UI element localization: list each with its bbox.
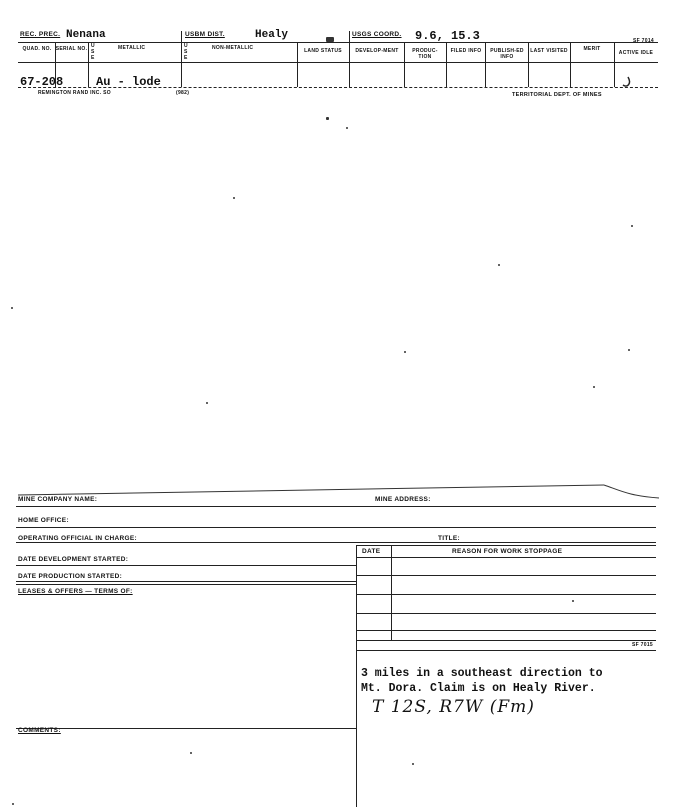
usgs-coord-value: 9.6, 15.3 xyxy=(415,29,480,43)
rule-table-row4 xyxy=(356,630,656,631)
divider-5 xyxy=(297,42,298,87)
non-metallic-label: NON-METALLIC xyxy=(212,45,254,51)
rule-company xyxy=(16,506,656,507)
rule-comments xyxy=(16,728,356,729)
scan-speck xyxy=(593,386,595,388)
date-col-divider xyxy=(391,545,392,640)
usgs-coord-label: USGS COORD. xyxy=(352,31,402,38)
usbm-dist-label: USBM DIST. xyxy=(185,31,225,38)
scan-speck xyxy=(404,351,406,353)
rule-prod-1 xyxy=(16,581,356,582)
rule-table-bottom xyxy=(356,640,656,641)
scan-speck xyxy=(11,307,13,309)
divider-4 xyxy=(88,42,89,87)
rec-prec-label: REC. PREC. xyxy=(20,31,61,38)
divider-6 xyxy=(404,42,405,87)
production-started-label: DATE PRODUCTION STARTED: xyxy=(18,573,123,580)
header-mid-rule xyxy=(18,62,658,63)
scan-speck xyxy=(190,752,192,754)
header-top-rule xyxy=(18,42,658,43)
rule-prod-2 xyxy=(16,584,356,585)
land-status-label: LAND STATUS xyxy=(304,48,342,54)
active-idle-label: ACTIVE IDLE xyxy=(618,50,654,56)
divider-11 xyxy=(614,42,615,87)
divider-1 xyxy=(181,31,182,87)
form-number-top: SF 7014 xyxy=(633,38,655,44)
divider-8 xyxy=(485,42,486,87)
scan-speck xyxy=(233,197,235,199)
scan-speck xyxy=(572,600,574,602)
scan-speck xyxy=(498,264,500,266)
location-description-line-2: Mt. Dora. Claim is on Healy River. xyxy=(361,682,596,695)
center-divider xyxy=(356,545,357,807)
use-label-metallic: U S E xyxy=(91,43,95,61)
merit-label: MERIT xyxy=(583,46,601,52)
form-top-edge xyxy=(14,480,664,502)
published-info-label: PUBLISH-ED INFO xyxy=(490,48,524,60)
comments-label: COMMENTS: xyxy=(18,727,61,734)
scan-speck xyxy=(631,225,633,227)
record-number: 67-208 xyxy=(20,75,64,89)
scan-speck xyxy=(206,402,208,404)
location-description-line-1: 3 miles in a southeast direction to xyxy=(361,667,603,680)
scan-speck xyxy=(346,127,348,129)
rule-dev xyxy=(16,565,356,566)
mine-company-label: MINE COMPANY NAME: xyxy=(18,496,98,503)
form-number-bottom: SF 7015 xyxy=(632,642,654,648)
divider-2 xyxy=(349,31,350,87)
metallic-label: METALLIC xyxy=(118,45,146,51)
date-column-label: DATE xyxy=(362,548,381,555)
filed-info-label: FILED INFO xyxy=(450,48,482,54)
development-started-label: DATE DEVELOPMENT STARTED: xyxy=(18,556,129,563)
production-label: PRODUC-TION xyxy=(412,48,438,60)
divider-7 xyxy=(446,42,447,87)
department-label: TERRITORIAL DEPT. OF MINES xyxy=(512,92,602,98)
rule-table-row2 xyxy=(356,594,656,595)
usbm-dist-value: Healy xyxy=(255,29,289,41)
rule-official xyxy=(16,542,656,543)
use-label-nonmetallic: U S E xyxy=(184,43,188,61)
scan-speck xyxy=(326,117,329,120)
rule-table-row3 xyxy=(356,613,656,614)
rule-table-row1 xyxy=(356,575,656,576)
leases-offers-label: LEASES & OFFERS — TERMS OF: xyxy=(18,588,133,595)
divider-9 xyxy=(528,42,529,87)
metallic-value: Au - lode xyxy=(96,75,161,89)
development-label: DEVELOP-MENT xyxy=(355,48,399,54)
serial-no-label: SERIAL NO. xyxy=(55,46,88,52)
printer-code: (982) xyxy=(176,90,190,96)
check-mark-icon xyxy=(620,75,634,89)
last-visited-label: LAST VISITED xyxy=(530,48,568,54)
scan-speck xyxy=(412,763,414,765)
rec-prec-value: Nenana xyxy=(66,29,106,41)
quad-no-label: QUAD. NO. xyxy=(22,46,52,52)
title-label: TITLE: xyxy=(438,535,461,542)
rule-table-head xyxy=(356,557,656,558)
scan-speck xyxy=(326,37,334,42)
scan-speck xyxy=(12,803,14,805)
reason-column-label: REASON FOR WORK STOPPAGE xyxy=(452,548,563,555)
scan-speck xyxy=(628,349,630,351)
rule-description-top xyxy=(356,650,656,651)
mine-address-label: MINE ADDRESS: xyxy=(375,496,431,503)
rule-home-office xyxy=(16,527,656,528)
handwritten-township-note: T 12S, R7W (Fm) xyxy=(372,697,535,717)
divider-10 xyxy=(570,42,571,87)
printer-line: REMINGTON RAND INC. SO xyxy=(38,90,111,96)
rule-date-top xyxy=(356,545,656,546)
operating-official-label: OPERATING OFFICIAL IN CHARGE: xyxy=(18,535,137,542)
home-office-label: HOME OFFICE: xyxy=(18,517,69,524)
